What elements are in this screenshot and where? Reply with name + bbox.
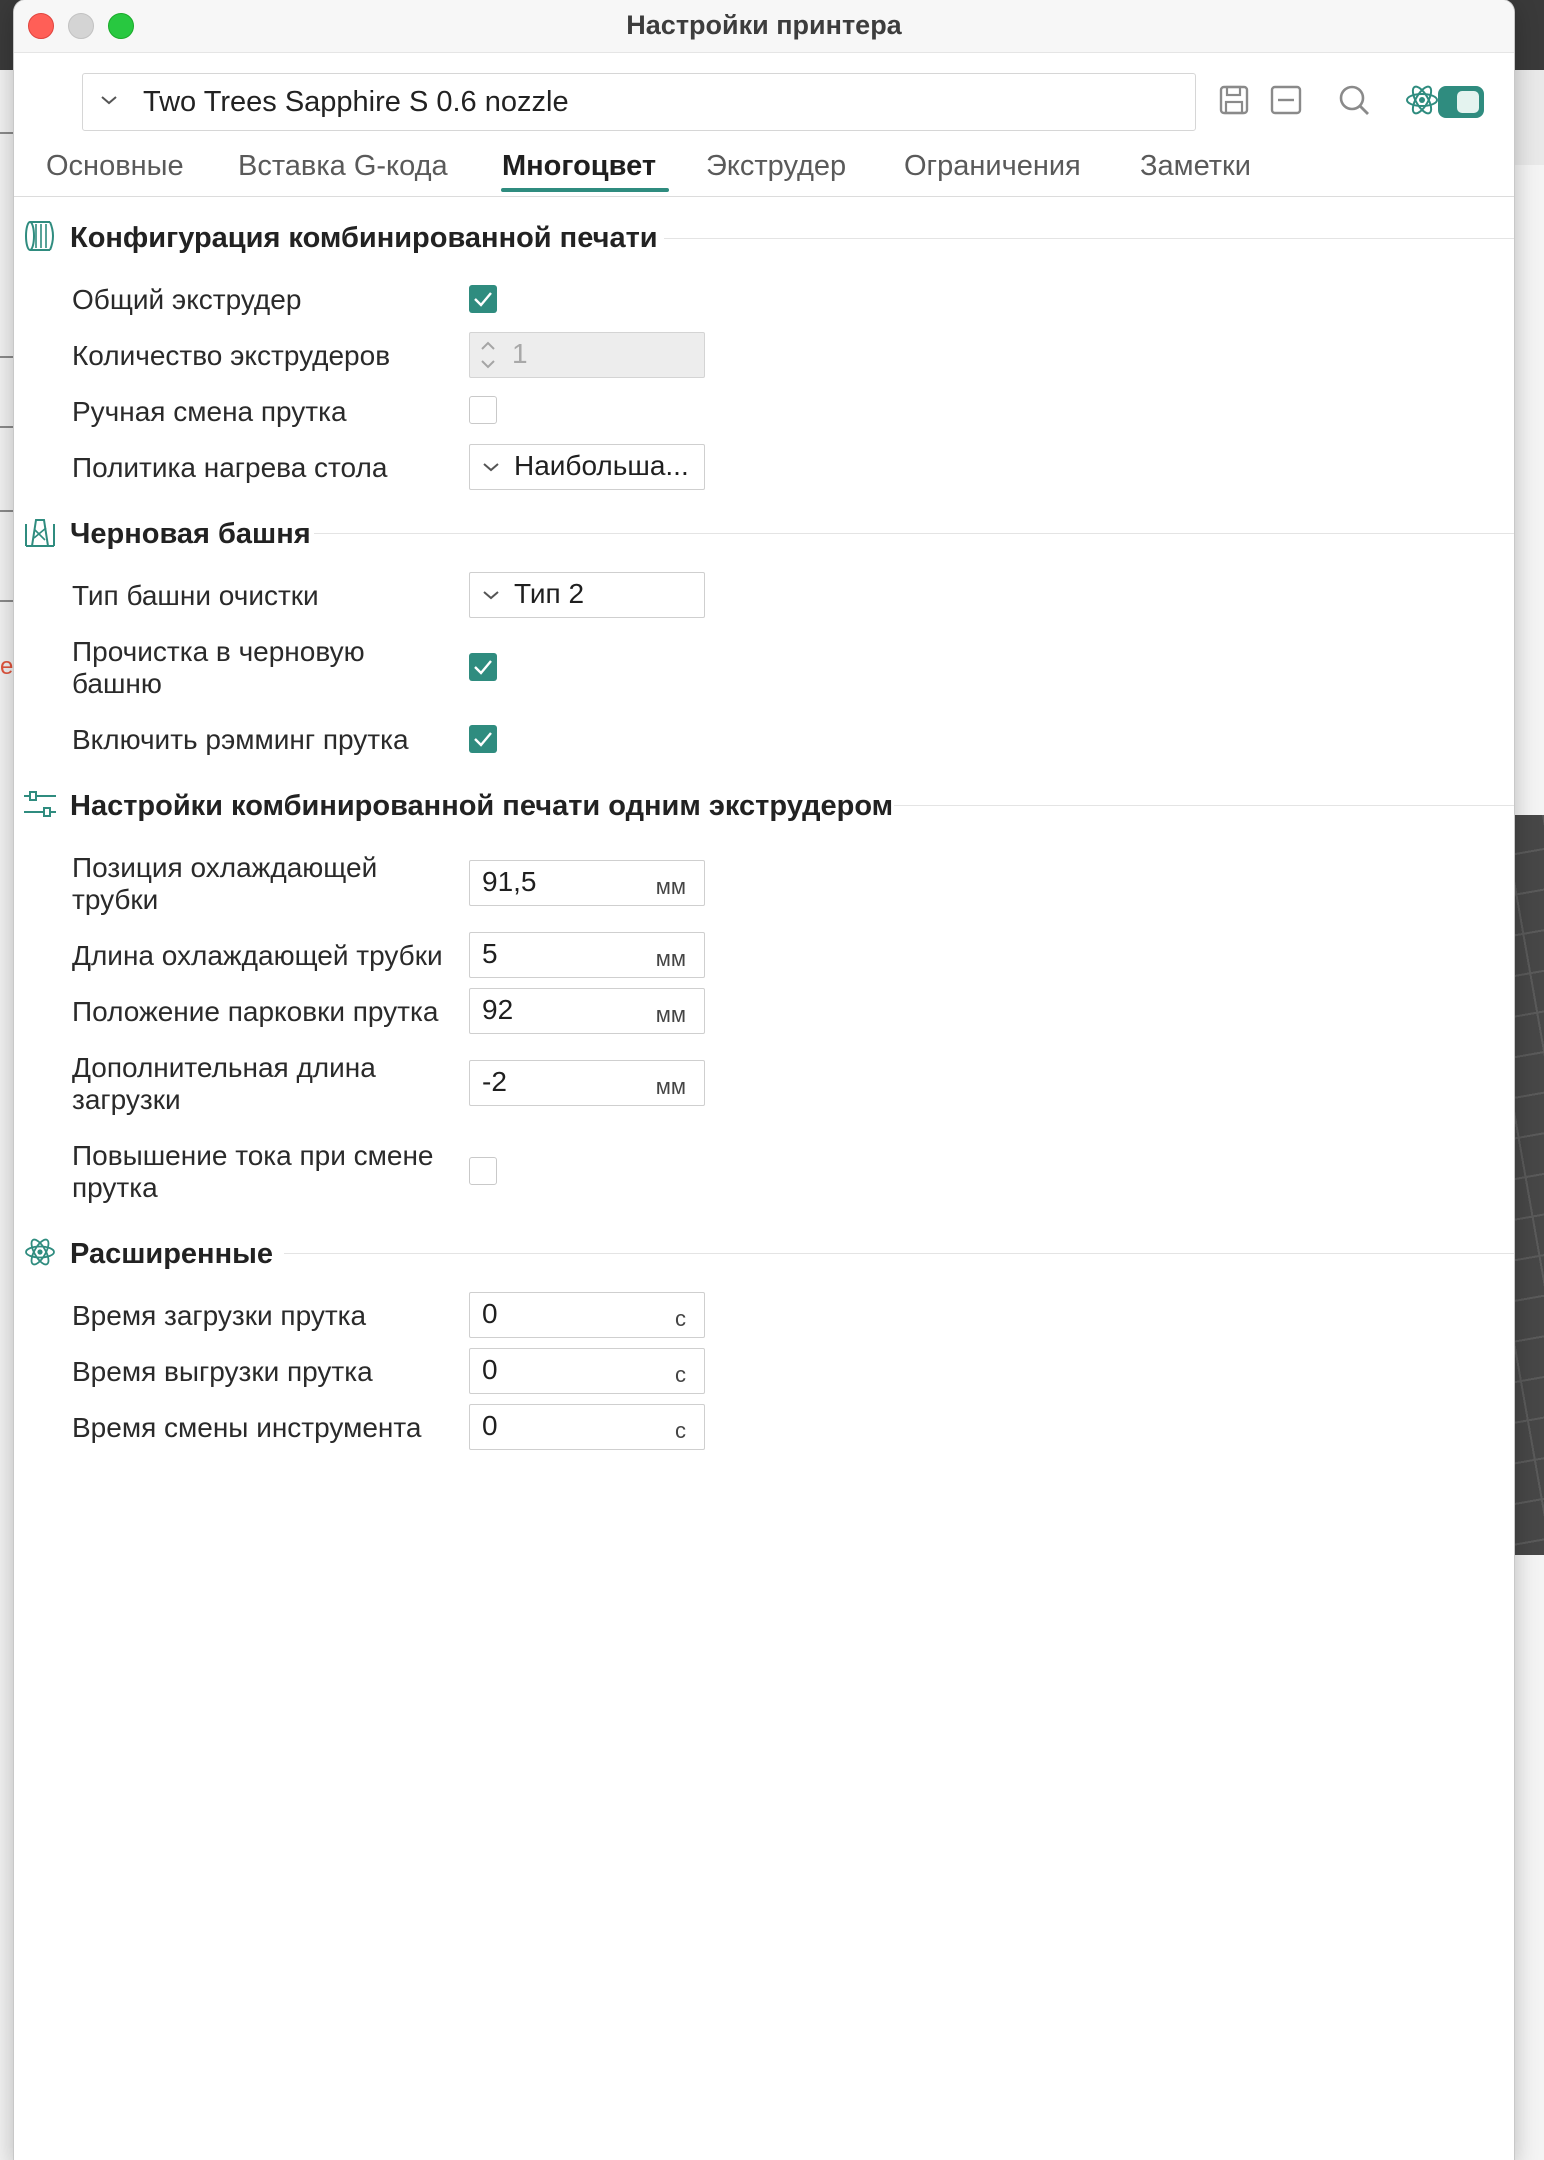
section-divider bbox=[314, 533, 1514, 534]
unload-time-label: Время выгрузки прутка bbox=[72, 1356, 373, 1387]
unit-label: мм bbox=[655, 1074, 686, 1099]
delete-preset-icon[interactable] bbox=[1266, 80, 1306, 120]
tab-multimaterial[interactable]: Многоцвет bbox=[502, 150, 657, 182]
section-advanced-header bbox=[14, 1234, 1514, 1274]
tab-extruder[interactable]: Экструдер bbox=[706, 150, 847, 182]
bed-heat-policy-value: Наибольша... bbox=[514, 450, 689, 481]
toolchange-time-input[interactable] bbox=[469, 1404, 705, 1450]
tab-gcode[interactable]: Вставка G-кода bbox=[238, 150, 448, 182]
spin-arrows-icon bbox=[476, 337, 500, 373]
filament-parking-value: 92 bbox=[482, 994, 514, 1025]
checkmark-icon bbox=[473, 289, 493, 309]
extruder-count-value: 1 bbox=[512, 338, 528, 369]
cooling-tube-position-value: 91,5 bbox=[482, 866, 537, 897]
checkmark-icon bbox=[473, 657, 493, 677]
titlebar bbox=[14, 0, 1514, 53]
chevron-down-icon bbox=[480, 456, 502, 478]
section-divider bbox=[894, 805, 1514, 806]
load-time-label: Время загрузки прутка bbox=[72, 1300, 367, 1331]
unit-label: с bbox=[675, 1306, 686, 1331]
unit-label: с bbox=[675, 1362, 686, 1387]
active-tab-indicator bbox=[501, 188, 669, 192]
printer-preset-dropdown[interactable] bbox=[82, 73, 1196, 131]
wipe-tower-icon bbox=[22, 514, 58, 550]
printer-settings-window bbox=[14, 0, 1514, 2160]
unit-label: мм bbox=[655, 1002, 686, 1027]
background-app-accent: e bbox=[0, 653, 14, 680]
load-time-input[interactable] bbox=[469, 1292, 705, 1338]
search-icon[interactable] bbox=[1334, 80, 1374, 120]
bed-heat-policy-label: Политика нагрева стола bbox=[72, 452, 388, 483]
advanced-mode-toggle[interactable] bbox=[1438, 86, 1484, 118]
toolchange-time-label: Время смены инструмента bbox=[72, 1412, 422, 1443]
filament-parking-label: Положение парковки прутка bbox=[72, 996, 439, 1027]
toolchange-time-value: 0 bbox=[482, 1410, 498, 1441]
background-app-3d-view bbox=[1512, 815, 1544, 1555]
tab-notes[interactable]: Заметки bbox=[1140, 150, 1251, 182]
purge-into-tower-checkbox[interactable] bbox=[469, 653, 497, 681]
section-single-extruder-header bbox=[14, 786, 1514, 826]
section-wipe-tower-header bbox=[14, 514, 1514, 554]
extruder-count-label: Количество экструдеров bbox=[72, 340, 391, 371]
extra-loading-length-label: Дополнительная длина загрузки bbox=[72, 1052, 376, 1115]
unit-label: мм bbox=[655, 946, 686, 971]
section-title: Расширенные bbox=[70, 1234, 287, 1274]
load-time-value: 0 bbox=[482, 1298, 498, 1329]
section-title: Конфигурация комбинированной печати bbox=[70, 218, 672, 258]
manual-change-label: Ручная смена прутка bbox=[72, 396, 347, 427]
tab-limits[interactable]: Ограничения bbox=[904, 150, 1081, 182]
unload-time-value: 0 bbox=[482, 1354, 498, 1385]
cooling-tube-length-input[interactable] bbox=[469, 932, 705, 978]
cooling-tube-position-label: Позиция охлаждающей трубки bbox=[72, 852, 378, 915]
shared-extruder-label: Общий экструдер bbox=[72, 284, 302, 315]
wipe-tower-type-select[interactable] bbox=[469, 572, 705, 618]
unit-label: с bbox=[675, 1418, 686, 1443]
ramming-checkbox[interactable] bbox=[469, 725, 497, 753]
background-app-header bbox=[1512, 70, 1544, 165]
wipe-tower-type-value: Тип 2 bbox=[514, 578, 585, 609]
unit-label: мм bbox=[655, 874, 686, 899]
current-boost-label: Повышение тока при смене прутка bbox=[72, 1140, 434, 1203]
checkmark-icon bbox=[473, 729, 493, 749]
atom-icon bbox=[22, 1234, 58, 1270]
section-title: Настройки комбинированной печати одним экструдером bbox=[70, 786, 907, 826]
advanced-atom-icon[interactable] bbox=[1402, 80, 1442, 120]
cooling-tube-length-label: Длина охлаждающей трубки bbox=[72, 940, 443, 971]
extra-loading-length-value: -2 bbox=[482, 1066, 507, 1097]
section-divider bbox=[284, 1253, 1514, 1254]
extruder-count-stepper[interactable] bbox=[469, 332, 705, 378]
unload-time-input[interactable] bbox=[469, 1348, 705, 1394]
current-boost-checkbox[interactable] bbox=[469, 1157, 497, 1185]
sliders-icon bbox=[22, 786, 58, 822]
window-title: Настройки принтера bbox=[626, 10, 902, 40]
tab-general[interactable]: Основные bbox=[46, 150, 184, 182]
cooling-tube-length-value: 5 bbox=[482, 938, 498, 969]
toggle-knob bbox=[1457, 91, 1479, 113]
purge-into-tower-label: Прочистка в черновую башню bbox=[72, 636, 365, 699]
extra-loading-length-input[interactable] bbox=[469, 1060, 705, 1106]
bed-heat-policy-select[interactable] bbox=[469, 444, 705, 490]
filament-spool-icon bbox=[22, 218, 58, 254]
save-icon[interactable] bbox=[1214, 80, 1254, 120]
chevron-down-icon bbox=[97, 88, 121, 112]
filament-parking-input[interactable] bbox=[469, 988, 705, 1034]
settings-tabs bbox=[14, 140, 1514, 197]
cooling-tube-position-input[interactable] bbox=[469, 860, 705, 906]
section-divider bbox=[664, 238, 1514, 239]
printer-preset-name: Two Trees Sapphire S 0.6 nozzle bbox=[143, 86, 569, 118]
shared-extruder-checkbox[interactable] bbox=[469, 285, 497, 313]
ramming-label: Включить рэмминг прутка bbox=[72, 724, 409, 755]
wipe-tower-type-label: Тип башни очистки bbox=[72, 580, 319, 611]
section-title: Черновая башня bbox=[70, 514, 325, 554]
manual-change-checkbox[interactable] bbox=[469, 396, 497, 424]
chevron-down-icon bbox=[480, 584, 502, 606]
